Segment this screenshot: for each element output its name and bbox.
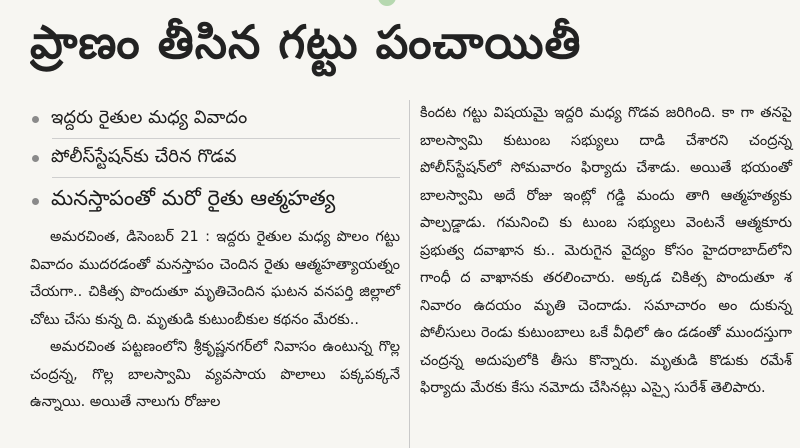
highlight-text: మనస్తాపంతో మరో రైతు ఆత్మహత్య <box>51 186 336 210</box>
highlight-item <box>30 100 400 138</box>
highlight-item <box>30 178 400 224</box>
article-body-left <box>30 224 400 417</box>
bullet-icon <box>32 155 39 162</box>
bullet-icon <box>32 116 39 123</box>
highlight-text: పోలీస్‌స్టేషన్‌కు చేరిన గొడవ <box>51 145 237 167</box>
highlight-item <box>30 139 400 177</box>
body-paragraph: అమరచింత, డిసెంబర్ 21 : ఇద్దరు రైతుల మధ్య పొలం గట్టు వివాదం ముదరడంతో మనస్తాపం చెందిన రైతు ఆత్మహత్యాయత్నం చేయగా.. చికిత్స పొందుతూ మృతిచెందిన ఘటన వనపర్తి జిల్లాలో చోటు చేసు కున్న ది. మృతుడి కుటుంబీకుల కథనం మేరకు.. <box>30 229 400 328</box>
article-body-right <box>420 100 792 403</box>
bullet-icon <box>32 198 39 205</box>
right-column <box>420 100 792 448</box>
column-divider <box>409 100 410 448</box>
left-column <box>30 100 400 448</box>
body-paragraph: అమరచింత పట్టణంలోని శ్రీకృష్ణనగర్‌లో నివాసం ఉంటున్న గొల్ల చంద్రన్న, గొల్ల బాలస్వామి వ్యవసాయ పొలాలు పక్కపక్కనే ఉన్నాయి. అయితే నాలుగు రోజుల <box>30 339 400 410</box>
highlight-text: ఇద్దరు రైతుల మధ్య వివాదం <box>51 106 248 128</box>
body-paragraph: కిందట గట్టు విషయమై ఇద్దరి మధ్య గొడవ జరిగింది. కా గా తనపై బాలస్వామి కుటుంబ సభ్యులు దాడి చేశారని చంద్రన్న పోలీస్‌స్టేషన్‌లో సోమవారం ఫిర్యాదు చేశాడు. అయితే భయంతో బాలస్వామి అదే రోజు ఇంట్లో గడ్డి మందు తాగి ఆత్మహత్యకు పాల్పడ్డాడు. గమనించి కు టుంబ సభ్యులు వెంటనే ఆత్మకూరు ప్రభుత్వ దవాఖాన కు.. మెరుగైన వైద్యం కోసం హైదరాబాద్‌లోని గాంధీ ద వాఖానకు తరలించారు. అక్కడ చికిత్స పొందుతూ శ నివారం ఉదయం మృతి చెందాడు. సమాచారం అం దుకున్న పోలీసులు రెండు కుటుంబాలు ఒకే వీధిలో ఉం డడంతో ముందస్తుగా చంద్రన్న అదుపులోకి తీసు కొన్నారు. మృతుడి కొడుకు రమేశ్ ఫిర్యాదు మేరకు కేసు నమోదు చేసినట్లు ఎస్సై సురేశ్ తెలిపారు. <box>420 105 792 396</box>
article-headline: ప్రాణం తీసిన గట్టు పంచాయితీ <box>30 15 582 69</box>
